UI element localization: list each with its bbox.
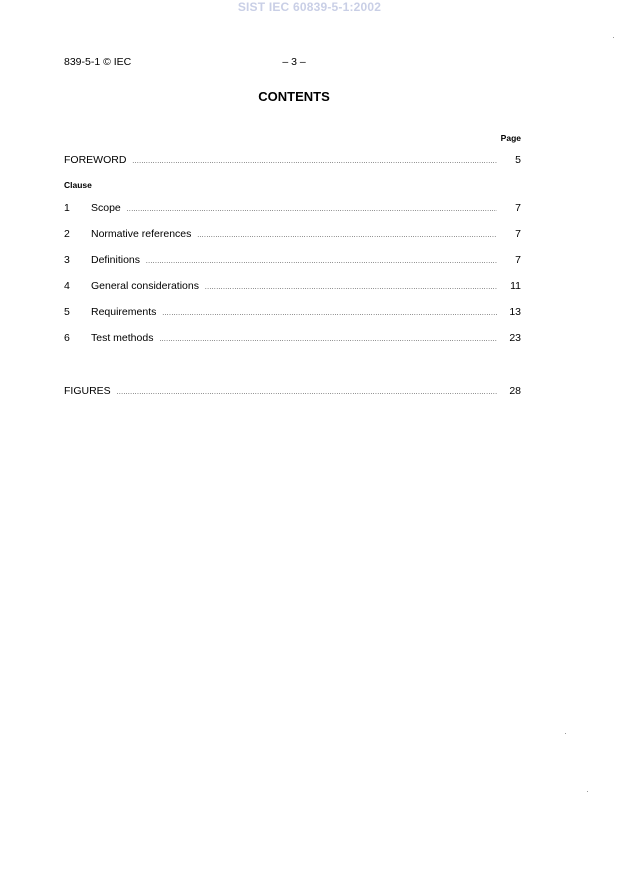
toc-entry-clause-4[interactable] [64, 280, 521, 292]
scan-speck [587, 791, 588, 792]
document-reference: 839-5-1 © IEC [64, 56, 132, 68]
page-number: – 3 – [282, 56, 306, 68]
toc-entry-foreword[interactable] [64, 154, 521, 166]
toc-entry-label: Normative references [91, 228, 192, 240]
dot-leader [132, 159, 497, 165]
page-column-label: Page [500, 133, 521, 143]
toc-entry-figures[interactable] [64, 385, 521, 397]
toc-entry-number: 4 [64, 280, 70, 292]
toc-entry-label: General considerations [91, 280, 199, 292]
toc-entry-label: Scope [91, 202, 121, 214]
toc-entry-page: 7 [515, 228, 521, 240]
toc-entry-number: 3 [64, 254, 70, 266]
dot-leader [159, 337, 497, 343]
dot-leader [205, 285, 497, 291]
toc-entry-clause-5[interactable] [64, 306, 521, 318]
clause-column-label: Clause [64, 180, 92, 190]
toc-entry-label: FOREWORD [64, 154, 127, 166]
dot-leader [146, 259, 497, 265]
toc-entry-label: Requirements [91, 306, 157, 318]
toc-entry-label: Test methods [91, 332, 154, 344]
toc-entry-page: 5 [515, 154, 521, 166]
toc-entry-clause-6[interactable] [64, 332, 521, 344]
toc-entry-number: 2 [64, 228, 70, 240]
toc-entry-label: FIGURES [64, 385, 111, 397]
toc-entry-page: 11 [510, 280, 521, 292]
toc-entry-page: 23 [509, 332, 521, 344]
dot-leader [127, 207, 497, 213]
scan-speck [613, 37, 614, 38]
toc-entry-number: 6 [64, 332, 70, 344]
dot-leader [197, 233, 497, 239]
toc-entry-number: 1 [64, 202, 70, 214]
dot-leader [162, 311, 497, 317]
toc-entry-number: 5 [64, 306, 70, 318]
toc-entry-label: Definitions [91, 254, 141, 266]
toc-entry-clause-3[interactable] [64, 254, 521, 266]
toc-entry-page: 28 [509, 385, 521, 397]
scan-speck [565, 733, 566, 734]
toc-entry-page: 13 [509, 306, 521, 318]
toc-entry-clause-1[interactable] [64, 202, 521, 214]
toc-entry-clause-2[interactable] [64, 228, 521, 240]
toc-entry-page: 7 [515, 202, 521, 214]
watermark: SIST IEC 60839-5-1:2002 [237, 0, 382, 14]
toc-entry-page: 7 [515, 254, 521, 266]
page-title: CONTENTS [258, 89, 330, 104]
dot-leader [117, 390, 497, 396]
